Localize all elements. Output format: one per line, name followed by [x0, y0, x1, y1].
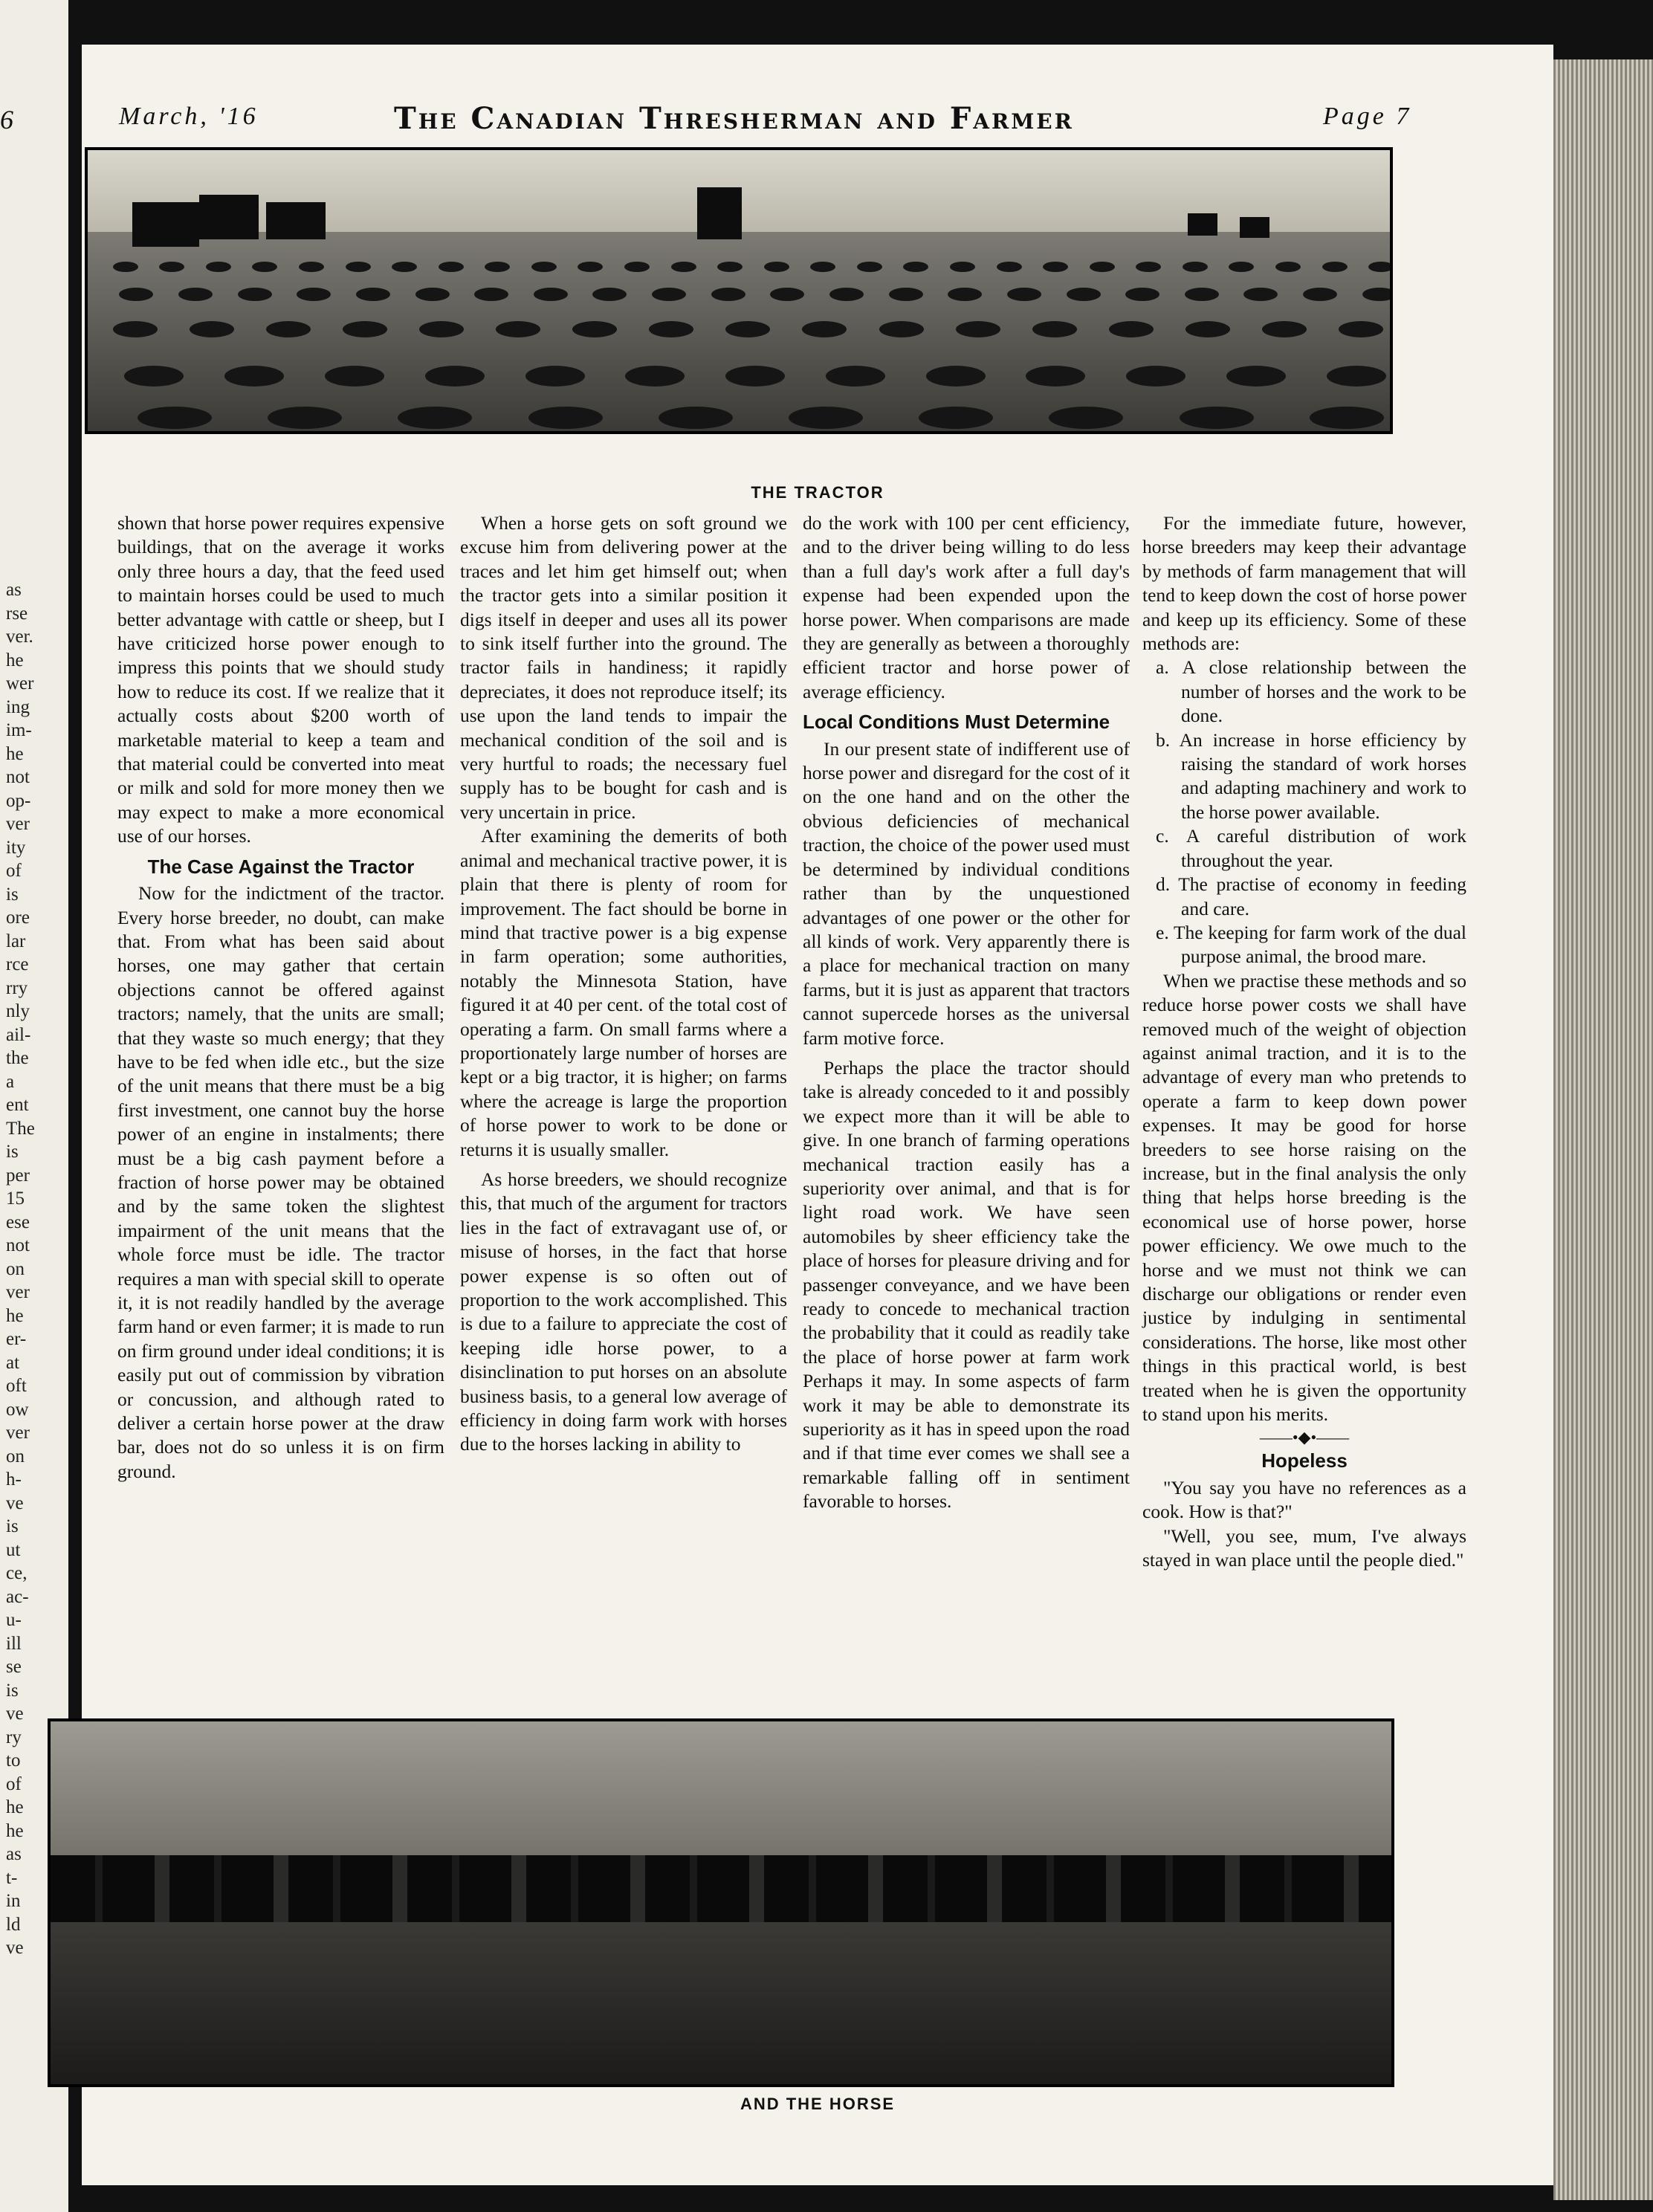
facing-page-fragment: in — [6, 1891, 21, 1911]
facing-page-fragment: ac- — [6, 1586, 29, 1607]
facing-page-fragment: at — [6, 1352, 20, 1373]
grain-stook — [1183, 262, 1208, 272]
grain-stook — [392, 262, 417, 272]
grain-stook — [625, 366, 685, 387]
facing-page-fragment: ve — [6, 1938, 24, 1958]
facing-page-fragment: on — [6, 1258, 25, 1279]
facing-page-fragment: on — [6, 1446, 25, 1466]
grain-stook — [948, 288, 982, 301]
grain-stook — [1026, 366, 1085, 387]
facing-page-fragment: oft — [6, 1376, 27, 1396]
facing-page-fragment: he — [6, 1797, 24, 1817]
grain-stook — [919, 407, 993, 429]
grain-stook — [496, 321, 540, 337]
grain-stook — [113, 262, 138, 272]
grain-stook — [1180, 407, 1254, 429]
book-page-edges — [1553, 59, 1653, 2200]
grain-stook — [1185, 321, 1230, 337]
grain-stook — [113, 321, 158, 337]
paragraph: shown that horse power requires expensive buildings, that on the average it works only three hours a day, that the feed used to maintain horses could be used to much better advantage with cattle or sheep, but I have criticized horse power enough to impress this points that we should study how to reduce its cost. If we realize that it actually costs about $200 worth of marketable material to keep a team and that material could be converted into meat or milk and sold for more money then we may expect to make a more economical use of our horses. — [117, 512, 444, 847]
facing-page-fragment: per — [6, 1165, 30, 1186]
harvest-machine — [199, 195, 259, 239]
facing-page-fragment: ld — [6, 1914, 21, 1935]
facing-page-fragment: is — [6, 1142, 19, 1162]
grain-stook — [1125, 288, 1159, 301]
facing-page-fragment: ve — [6, 1704, 24, 1724]
grain-stook — [178, 288, 213, 301]
grain-stook — [1090, 262, 1115, 272]
paragraph: When a horse gets on soft ground we excuse him from delivering power at the traces and let him get himself out; when the tractor gets into a similar position it digs itself in deeper and uses all its power to sink itself further into the ground. The tractor fails in handiness; it rapidly depreciates, it does not reproduce itself; its use upon the land tends to impair the mechanical condition of the soil and is very hurtful to roads; the necessary fuel supply has to be bought for cash and is very uncertain in price. — [460, 512, 787, 823]
facing-page-fragment: as — [6, 580, 22, 600]
grain-stook — [1226, 366, 1286, 387]
paragraph: For the immediate future, however, horse breeders may keep their advantage by methods of farm management that will tend to keep down the cost of horse power and keep up its efficiency. Some of these methods are: — [1142, 512, 1466, 655]
grain-stook — [525, 366, 585, 387]
facing-page-fragment: he — [6, 650, 24, 670]
paragraph: Now for the indictment of the tractor. Every horse breeder, no doubt, can make that. From what has been said about horses, one may gather that certain objections cannot be offered against tractors; namely, that the units are small; that they waste so much energy; that they have to be fed when idle etc., but the size of the unit means that there must be a big first investment, one cannot buy the horse power of an engine in instalments; there must be a big cash payment before a fraction of horse power may be obtained and by the same token the slightest impairment of the unit means that the whole force must be idle. The tractor requires a man with special skill to operate it, it is not readily handled by the average farm hand or even farmer; it is made to run on firm ground under ideal conditions; it is easily put out of commission by vibration or concussion, and although rated to deliver a certain horse power at the draw bar, does not do so unless it is on firm ground. — [117, 882, 444, 1482]
harvest-machine — [1240, 217, 1269, 238]
paragraph: "You say you have no references as a cook. How is that?" — [1142, 1476, 1466, 1523]
grain-stook — [1275, 262, 1301, 272]
facing-page-fragment: ese — [6, 1212, 30, 1232]
facing-page-fragment: he — [6, 1305, 24, 1326]
facing-page-fragment: wer — [6, 673, 34, 693]
facing-page-fragment: ing — [6, 696, 30, 717]
grain-stook — [415, 288, 450, 301]
facing-page-fragment: the — [6, 1048, 29, 1068]
grain-stook — [1067, 288, 1101, 301]
facing-page-fragment: se — [6, 1657, 22, 1677]
grain-stook — [1049, 407, 1123, 429]
grain-stook — [346, 262, 371, 272]
article-column-1 — [117, 511, 444, 1484]
facing-page-fragment: to — [6, 1750, 21, 1770]
grain-stook — [474, 288, 508, 301]
facing-page-fragment: im- — [6, 720, 32, 740]
list-item: e. The keeping for farm work of the dual purpose animal, the brood mare. — [1156, 921, 1466, 968]
facing-page-fragment: ill — [6, 1633, 22, 1654]
grain-stook — [649, 321, 693, 337]
grain-stook — [829, 288, 864, 301]
grain-stook — [764, 262, 789, 272]
grain-stook — [528, 407, 603, 429]
facing-page-fragment: rce — [6, 954, 29, 974]
grain-stook — [1362, 288, 1393, 301]
facing-page-fragment: ver — [6, 1423, 30, 1443]
harvest-machine — [132, 202, 199, 247]
header-title: The Canadian Thresherman and Farmer — [394, 101, 1074, 136]
grain-stook — [725, 321, 770, 337]
horse-photo-ground — [51, 1922, 1391, 2084]
horse-photo-caption: AND THE HORSE — [740, 2095, 896, 2113]
grain-stook — [624, 262, 650, 272]
facing-page-fragment: he — [6, 743, 24, 764]
grain-stook — [652, 288, 686, 301]
grain-stook — [789, 407, 863, 429]
facing-page-fragment: a — [6, 1071, 15, 1092]
list-item: c. A careful distribution of work throughout the year. — [1156, 825, 1466, 871]
facing-page-number: 6 — [0, 105, 13, 135]
grain-stook — [1126, 366, 1185, 387]
grain-stook — [997, 262, 1022, 272]
facing-page-fragment: ow — [6, 1399, 29, 1420]
facing-page-fragment: ore — [6, 908, 30, 928]
grain-stook — [439, 262, 464, 272]
grain-stook — [343, 321, 387, 337]
facing-page-fragment: is — [6, 884, 19, 905]
grain-stook — [238, 288, 272, 301]
grain-stook — [224, 366, 284, 387]
section-divider: ——•◆•—— — [1259, 1428, 1350, 1447]
grain-stook — [190, 321, 234, 337]
facing-page-fragment: er- — [6, 1329, 27, 1349]
tractor-photo — [85, 147, 1393, 434]
grain-stook — [1368, 262, 1393, 272]
paragraph: After examining the demerits of both animal and mechanical tractive power, it is plain that there is plenty of room for improvement. The fact should be borne in mind that tractive power is a big expense in farm operation; some authorities, notably the Minnesota Station, have figured it at 40 per cent. of the total cost of operating a farm. On small farms where a proportionately large number of horses are kept or a big tractor, it is higher; on farms where the acreage is large the proportion of horse power to work to be done or returns it is usually smaller. — [460, 825, 787, 1160]
facing-page-fragment: ent — [6, 1095, 29, 1115]
facing-page-fragment: ail- — [6, 1024, 31, 1045]
list-item: b. An increase in horse efficiency by raising the standard of work horses and adapting machinery and work to the horse power available. — [1156, 728, 1466, 823]
facing-page-fragment: t- — [6, 1867, 18, 1888]
facing-page-fragment: is — [6, 1680, 19, 1701]
grain-stook — [419, 321, 464, 337]
facing-page-fragment: not — [6, 1235, 30, 1255]
facing-page-fragment: ver — [6, 814, 30, 834]
article-column-4 — [1142, 511, 1466, 1572]
facing-page-fragment: he — [6, 1820, 24, 1841]
article-column-2 — [460, 511, 787, 1457]
facing-page-fragment: ver. — [6, 627, 33, 647]
grain-stook — [299, 262, 324, 272]
facing-page-fragment: as — [6, 1844, 22, 1864]
facing-page-fragment: ity — [6, 837, 26, 858]
grain-stook — [879, 321, 924, 337]
paragraph: As horse breeders, we should recognize this, that much of the argument for tractors lies in the fact of extravagant use of, or misuse of horses, in the fact that horse power expense is so often out of proportion to the work accomplished. This is due to a failure to appreciate the cost of keeping idle horse power, to a disinclination to put horses on an absolute business basis, to a general low average of efficiency in doing farm work with horses due to the horses lacking in ability to — [460, 1168, 787, 1455]
harvest-machine — [266, 202, 326, 239]
grain-stook — [1303, 288, 1337, 301]
grain-stook — [659, 407, 733, 429]
grain-stook — [206, 262, 231, 272]
facing-page-fragment: rse — [6, 603, 28, 624]
facing-page-fragment: h- — [6, 1469, 22, 1490]
paragraph: "Well, you see, mum, I've always stayed in wan place until the people died." — [1142, 1524, 1466, 1571]
list-item: d. The practise of economy in feeding and care. — [1156, 873, 1466, 919]
grain-stook — [826, 366, 885, 387]
grain-stook — [1007, 288, 1041, 301]
paragraph: Perhaps the place the tractor should take is already conceded to it and possibly we expect more than it will be able to give. In one branch of farming operations mechanical traction easily has a superiority over animal, and that is for light road work. We have seen automobiles by sheer efficiency take the place of horses for pleasure driving and for passenger conveyance, and we have been ready to concede to mechanical traction the probability that it could as readily take the place of horse power at farm work Perhaps it may. In some aspects of farm work it may be able to demonstrate its superiority as it has in speed upon the road and if that time ever comes we shall see a remarkable falling off in sentiment favorable to horses. — [803, 1056, 1130, 1513]
grain-stook — [1043, 262, 1068, 272]
article-column-3 — [803, 511, 1130, 1514]
grain-stook — [124, 366, 184, 387]
grain-stook — [956, 321, 1000, 337]
section-heading: The Case Against the Tractor — [147, 855, 415, 878]
list-item: a. A close relationship between the number of horses and the work to be done. — [1156, 656, 1466, 727]
grain-stook — [717, 262, 743, 272]
grain-stook — [950, 262, 975, 272]
facing-page-fragment: is — [6, 1516, 19, 1536]
header-page-number: Page 7 — [1323, 103, 1412, 130]
facing-page-fragment: of — [6, 1773, 22, 1794]
grain-stook — [1310, 407, 1384, 429]
facing-page-fragment: ut — [6, 1539, 21, 1560]
facing-page-fragment: ce, — [6, 1563, 28, 1583]
grain-stook — [325, 366, 384, 387]
facing-page-fragment: op- — [6, 790, 31, 811]
facing-page-fragment: not — [6, 767, 30, 787]
grain-stook — [711, 288, 745, 301]
grain-stook — [1327, 366, 1386, 387]
facing-page-fragment: ver — [6, 1282, 30, 1302]
grain-stook — [857, 262, 882, 272]
tractor-photo-caption: THE TRACTOR — [751, 483, 884, 502]
grain-stook — [1109, 321, 1154, 337]
grain-stook — [1185, 288, 1219, 301]
grain-stook — [802, 321, 847, 337]
paragraph: When we practise these methods and so reduce horse power costs we shall have removed much of the weight of objection against animal traction, and it is to the advantage of every man who pretends to operate a farm to keep down power expenses. It may be good for horse breeders to see horse raising on the increase, but in the final analysis the only thing that helps horse breeding is the economical use of horse power, horse power efficiency. We owe much to the horse and we must not think we can discharge our obligations or render even justice by indulging in sentimental considerations. The horse, like most other things in this practical world, is best treated when he is given the opportunity to stand upon his merits. — [1142, 969, 1466, 1426]
grain-stook — [534, 288, 568, 301]
grain-stook — [725, 366, 785, 387]
grain-stook — [268, 407, 342, 429]
facing-page-fragment: The — [6, 1118, 35, 1139]
grain-stook — [889, 288, 923, 301]
facing-page-fragment: rry — [6, 977, 28, 998]
facing-page-fragment: 15 — [6, 1189, 25, 1209]
facing-page-fragment: ry — [6, 1727, 22, 1747]
grain-stook — [926, 366, 986, 387]
section-heading: Hopeless — [1261, 1449, 1348, 1472]
paragraph: In our present state of indifferent use of horse power and disregard for the cost of it on the one hand and on the other the obvious deficiencies of mechanical traction, the choice of the power used must be determined by individual conditions rather than by the unquestioned advantages of one power or the other for all kinds of work. Very apparently there is a place for mechanical traction on many farms, but it is just as apparent that tractors cannot supercede horses as the universal farm motive force. — [803, 737, 1130, 1049]
grain-stook — [138, 407, 212, 429]
grain-stook — [1032, 321, 1077, 337]
grain-stook — [1262, 321, 1307, 337]
section-heading: Local Conditions Must Determine — [803, 711, 1110, 734]
paragraph: do the work with 100 per cent efficiency, and to the driver being willing to do less than a full day's work after a full day's expense had been expended upon the horse power. When comparisons are made they are generally as between a thoroughly efficient tractor and horse power of average efficiency. — [803, 512, 1130, 702]
header-date: March, '16 — [119, 103, 259, 130]
grain-stook — [356, 288, 390, 301]
facing-page-fragment: ve — [6, 1493, 24, 1513]
grain-stook — [531, 262, 557, 272]
grain-stook — [398, 407, 472, 429]
grain-stook — [1322, 262, 1348, 272]
grain-stook — [1339, 321, 1383, 337]
horse-photo — [48, 1718, 1394, 2087]
facing-page-fragment: lar — [6, 931, 26, 951]
facing-page-fragment: nly — [6, 1001, 30, 1021]
facing-page-fragment: u- — [6, 1610, 22, 1630]
harvest-machine — [1188, 213, 1217, 236]
grain-stook — [572, 321, 617, 337]
grain-stook — [425, 366, 485, 387]
grain-stook — [671, 262, 696, 272]
page-header — [59, 95, 1457, 147]
grain-stook — [266, 321, 311, 337]
grain-stook — [297, 288, 331, 301]
facing-page-fragment: of — [6, 861, 22, 881]
harvest-machine — [697, 187, 742, 239]
